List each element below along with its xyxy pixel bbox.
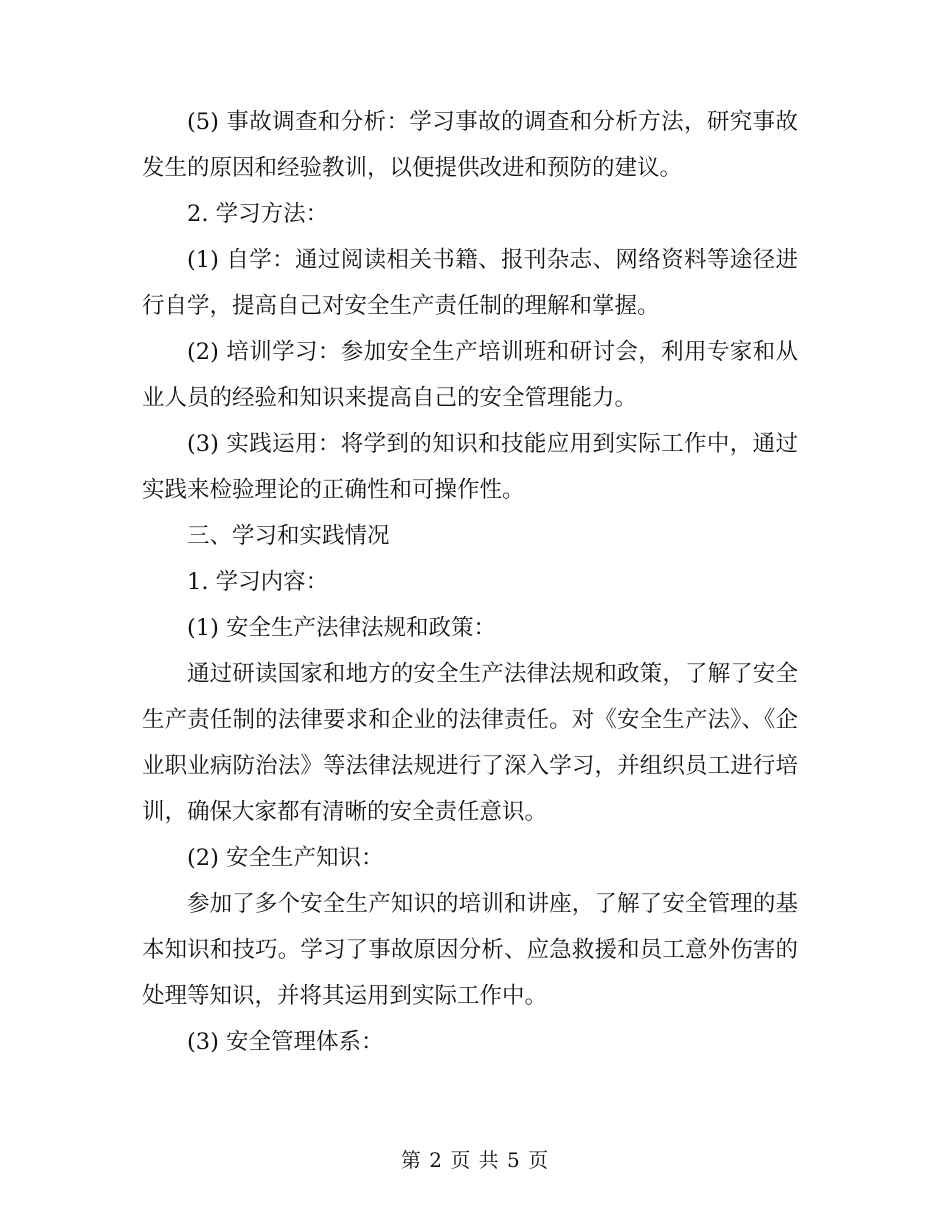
- paragraph-practice: (3) 实践运用：将学到的知识和技能应用到实际工作中，通过实践来检验理论的正确性和可操作性。: [142, 431, 798, 503]
- paragraph-management-system-heading: (3) 安全管理体系：: [187, 1029, 384, 1055]
- paragraph-study-content-heading: 1. 学习内容：: [187, 569, 329, 595]
- paragraph-self-study: (1) 自学：通过阅读相关书籍、报刊杂志、网络资料等途径进行自学，提高自己对安全生产责任制的理解和掌握。: [142, 247, 798, 319]
- paragraph-laws-heading: (1) 安全生产法律法规和政策：: [187, 615, 497, 641]
- paragraph-training: (2) 培训学习：参加安全生产培训班和研讨会，利用专家和从业人员的经验和知识来提高自己的安全管理能力。: [142, 339, 798, 411]
- paragraph-laws-body: 通过研读国家和地方的安全生产法律法规和政策，了解了安全生产责任制的法律要求和企业的法律责任。对《安全生产法》、《企业职业病防治法》等法律法规进行了深入学习，并组织员工进行培训，确保大家都有清晰的安全责任意识。: [142, 661, 798, 825]
- section-heading-study-practice: 三、学习和实践情况: [187, 523, 390, 549]
- paragraph-knowledge-body: 参加了多个安全生产知识的培训和讲座，了解了安全管理的基本知识和技巧。学习了事故原因分析、应急救援和员工意外伤害的处理等知识，并将其运用到实际工作中。: [142, 891, 798, 1009]
- paragraph-accident-investigation: (5) 事故调查和分析：学习事故的调查和分析方法，研究事故发生的原因和经验教训，以便提供改进和预防的建议。: [142, 109, 798, 181]
- page-body: [142, 99, 798, 1065]
- paragraph-learning-methods-heading: 2. 学习方法：: [187, 201, 329, 227]
- page-number-footer: 第 2 页 共 5 页: [400, 1148, 550, 1172]
- paragraph-knowledge-heading: (2) 安全生产知识：: [187, 845, 384, 871]
